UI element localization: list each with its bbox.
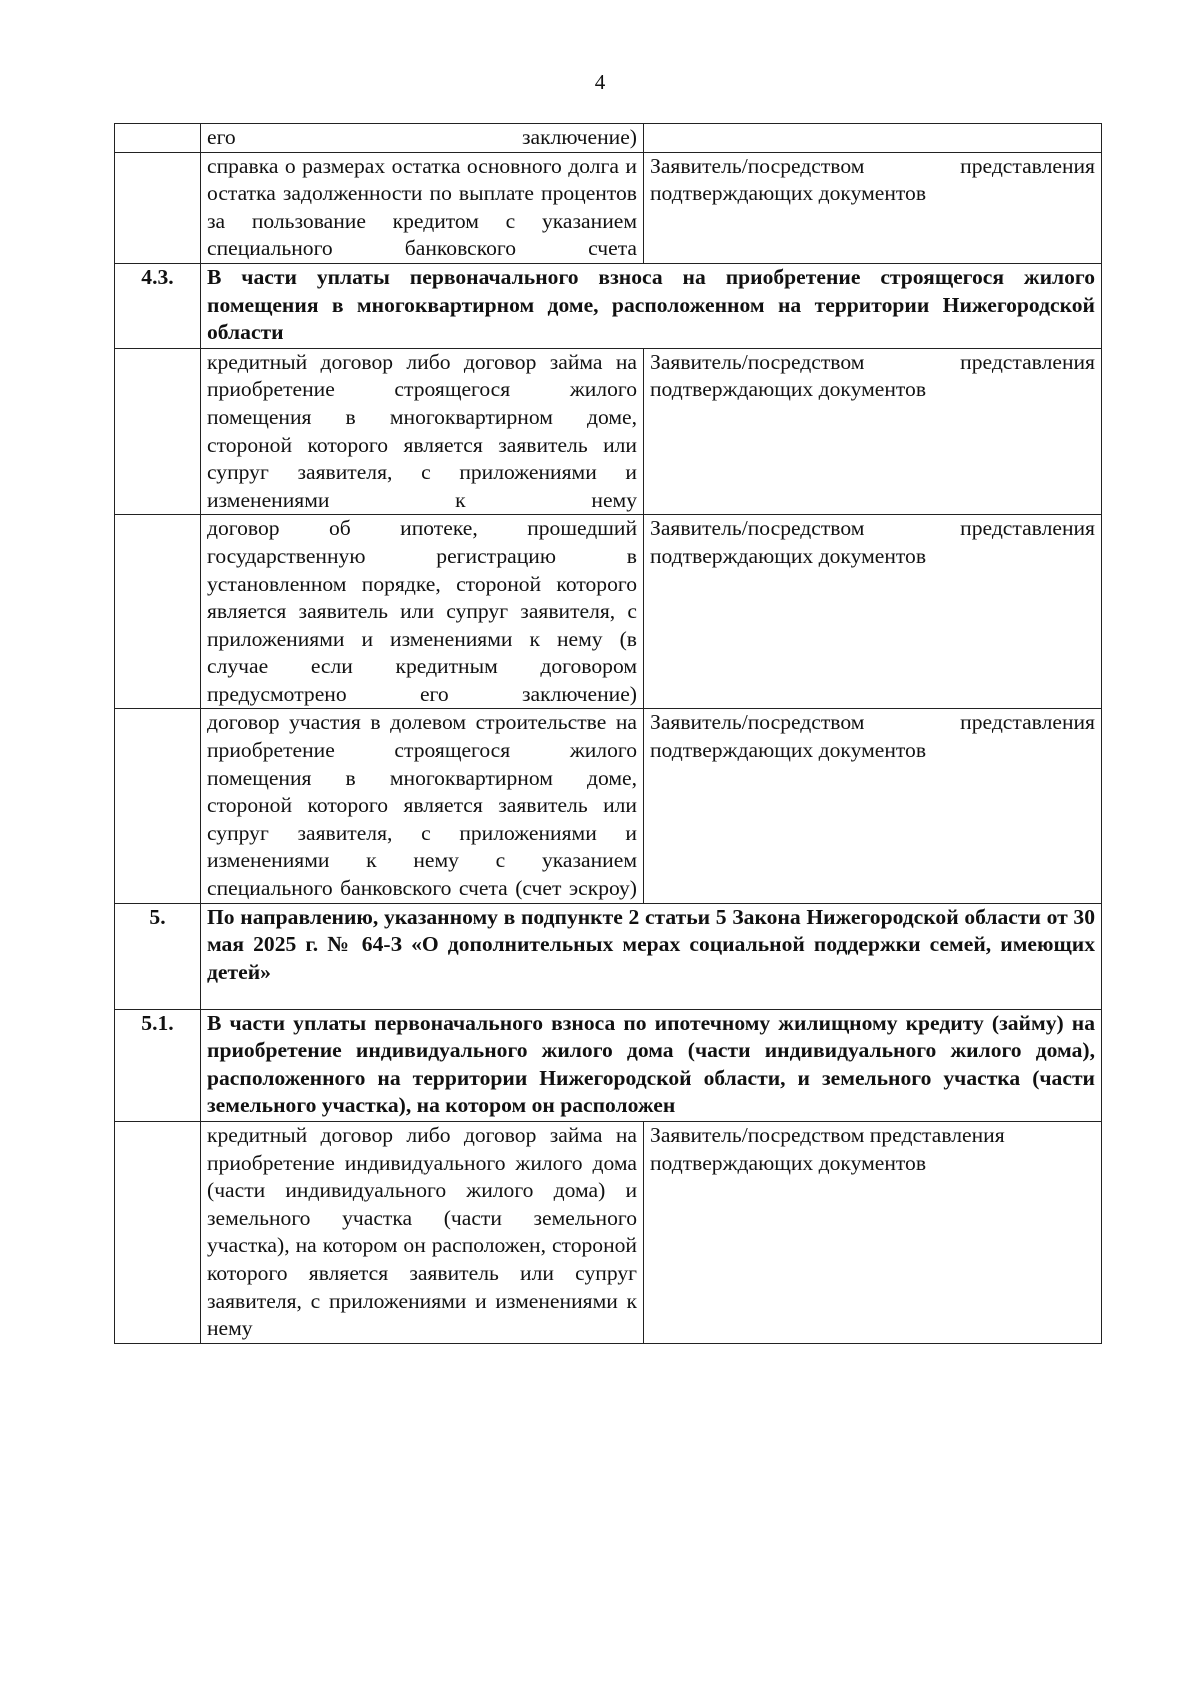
row-number-cell [115, 1122, 201, 1344]
source-line: подтверждающих документов [650, 1150, 927, 1175]
source-line: подтверждающих документов [650, 738, 927, 763]
row-number-cell [115, 152, 201, 263]
section-row [115, 1009, 1102, 1121]
source-line: Заявитель/посредством представления [650, 516, 1095, 541]
document-name-cell: кредитный договор либо договор займа на приобретение строящегося жилого помещения в многоквартирном доме, стороной которого является заявитель или супруг заявителя, с приложениями и изменениями к нему [201, 348, 644, 515]
section-number: 5.1. [115, 1009, 201, 1121]
table-row [115, 124, 1102, 153]
document-name-cell: договор участия в долевом строительстве на приобретение строящегося жилого помещения в многоквартирном доме, стороной которого является заявитель или супруг заявителя, с приложениями и изменениями к нему с указанием специального банковского счета (счет эскроу) [201, 709, 644, 903]
document-name-cell: его заключение) [201, 124, 644, 153]
source-line: подтверждающих документов [650, 377, 927, 402]
source-line: Заявитель/посредством представления [650, 349, 1095, 374]
source-cell [644, 709, 1102, 903]
section-number: 4.3. [115, 263, 201, 348]
documents-table [114, 123, 1102, 1344]
table-row [115, 348, 1102, 515]
section-row [115, 263, 1102, 348]
source-cell [644, 1122, 1102, 1344]
source-cell [644, 124, 1102, 153]
section-heading: По направлению, указанному в подпункте 2 статьи 5 Закона Нижегородской области от 30 мая 2025 г. № 64-З «О дополнительных мерах социальной поддержки семей, имеющих детей» [201, 903, 1102, 1009]
row-number-cell [115, 709, 201, 903]
table-row [115, 515, 1102, 709]
source-line: подтверждающих документов [650, 181, 927, 206]
document-name-cell: кредитный договор либо договор займа на приобретение индивидуального жилого дома (части индивидуального жилого дома) и земельного участка (части земельного участка), на котором он расположен, стороной которого является заявитель или супруг заявителя, с приложениями и изменениями к нему [201, 1122, 644, 1344]
document-name-cell: справка о размерах остатка основного долга и остатка задолженности по выплате процентов за пользование кредитом с указанием специального банковского счета [201, 152, 644, 263]
document-name-cell: договор об ипотеке, прошедший государственную регистрацию в установленном порядке, стороной которого является заявитель или супруг заявителя, с приложениями и изменениями к нему (в случае если кредитным договором предусмотрено его заключение) [201, 515, 644, 709]
section-row [115, 903, 1102, 1009]
row-number-cell [115, 515, 201, 709]
row-number-cell [115, 348, 201, 515]
section-heading: В части уплаты первоначального взноса на приобретение строящегося жилого помещения в многоквартирном доме, расположенном на территории Нижегородской области [201, 263, 1102, 348]
table-row [115, 709, 1102, 903]
source-line: Заявитель/посредством представления [650, 1123, 1005, 1147]
page-number: 4 [594, 70, 606, 94]
source-cell [644, 152, 1102, 263]
table-row [115, 1122, 1102, 1344]
source-cell [644, 515, 1102, 709]
source-line: подтверждающих документов [650, 543, 927, 568]
source-cell [644, 348, 1102, 515]
row-number-cell [115, 124, 201, 153]
source-line: Заявитель/посредством представления [650, 710, 1095, 735]
section-heading: В части уплаты первоначального взноса по ипотечному жилищному кредиту (займу) на приобретение индивидуального жилого дома (части индивидуального жилого дома), расположенного на территории Нижегородской области, и земельного участка (части земельного участка), на котором он расположен [201, 1009, 1102, 1121]
source-line: Заявитель/посредством представления [650, 153, 1095, 178]
table-row [115, 152, 1102, 263]
section-number: 5. [115, 903, 201, 1009]
